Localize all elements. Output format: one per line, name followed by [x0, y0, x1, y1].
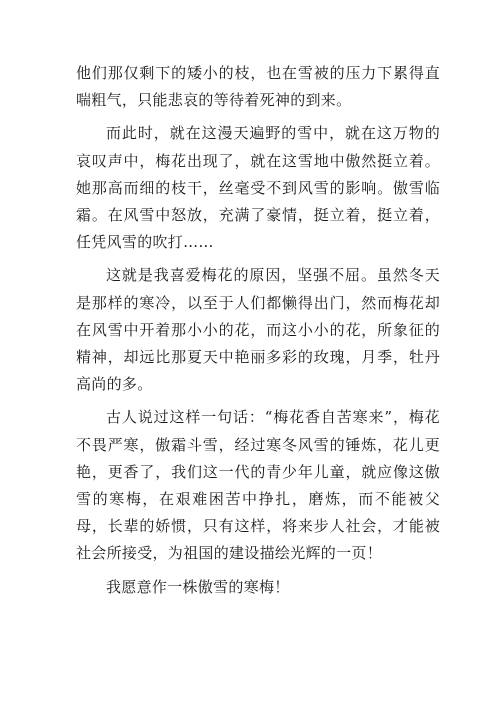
paragraph-4: 古人说过这样一句话：“梅花香自苦寒来”，梅花不畏严寒，傲霜斗雪，经过寒冬风雪的锤炼，花儿更艳，更香了，我们这一代的青少年儿童，就应像这傲雪的寒梅，在艰难困苦中挣扎，磨炼，而不能被父母，长辈的娇惯，只有这样，将来步人社会，才能被社会所接受，为祖国的建设描绘光辉的一页！	[76, 408, 440, 563]
paragraph-5: 我愿意作一株傲雪的寒梅！	[106, 577, 290, 596]
paragraph-2: 而此时，就在这漫天遍野的雪中，就在这万物的哀叹声中，梅花出现了，就在这雪地中傲然挺立着。她那高而细的枝干，丝毫受不到风雪的影响。傲雪临霜。在风雪中怒放，充满了豪情，挺立着，挺立着，任凭风雪的吹打……	[76, 124, 440, 252]
paragraph-3: 这就是我喜爱梅花的原因，坚强不屈。虽然冬天是那样的寒冷，以至于人们都懒得出门，然而梅花却在风雪中开着那小小的花，而这小小的花，所象征的精神，却远比那夏天中艳丽多彩的玫瑰，月季，牡丹高尚的多。	[76, 266, 440, 394]
paragraph-1: 他们那仅剩下的矮小的枝，也在雪被的压力下累得直喘粗气，只能悲哀的等待着死神的到来。	[76, 64, 440, 110]
essay-body	[76, 60, 440, 607]
